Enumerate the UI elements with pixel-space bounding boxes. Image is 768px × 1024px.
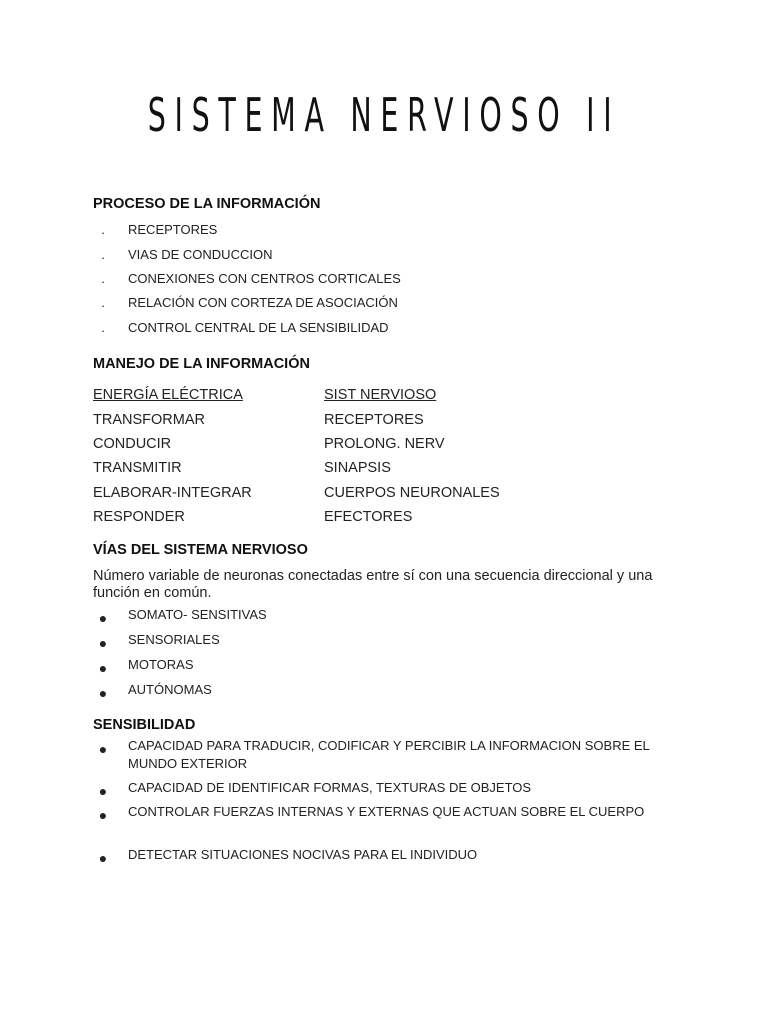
list-item: ● AUTÓNOMAS (98, 682, 212, 701)
list-item: . CONEXIONES CON CENTROS CORTICALES (93, 270, 683, 288)
list-item: . RELACIÓN CON CORTEZA DE ASOCIACIÓN (93, 294, 683, 312)
bullet-point: ● (98, 685, 108, 701)
list-item: ● CAPACIDAD PARA TRADUCIR, CODIFICAR Y PERCIBIR LA INFORMACION SOBRE EL MUNDO EXTERIOR (98, 738, 650, 771)
table-row: TRANSFORMAR RECEPTORES (93, 412, 424, 428)
bullet-point: ● (98, 635, 108, 651)
column-header-left: ENERGÍA ELÉCTRICA (93, 387, 243, 403)
bullet-point: ● (98, 783, 108, 799)
table-header-row (93, 387, 693, 407)
list-item: . RECEPTORES (93, 221, 683, 239)
page-title: SISTEMA NERVIOSO II (147, 88, 621, 142)
bullet-point: . (101, 320, 105, 335)
list-item: ● CONTROLAR FUERZAS INTERNAS Y EXTERNAS QUE ACTUAN SOBRE EL CUERPO (98, 804, 645, 823)
table-row: RESPONDER EFECTORES (93, 509, 413, 525)
list-item: ● SOMATO- SENSITIVAS (98, 607, 267, 626)
list-item: . CONTROL CENTRAL DE LA SENSIBILIDAD (93, 319, 683, 337)
list-item: . VIAS DE CONDUCCION (93, 246, 683, 264)
list-item: ● SENSORIALES (98, 632, 220, 651)
section-heading-manejo: MANEJO DE LA INFORMACIÓN (93, 356, 310, 372)
table-row: TRANSMITIR SINAPSIS (93, 460, 391, 476)
bullet-point: . (101, 295, 105, 310)
list-item: ● CAPACIDAD DE IDENTIFICAR FORMAS, TEXTURAS DE OBJETOS (98, 780, 532, 799)
table-row: CONDUCIR PROLONG. NERV (93, 436, 445, 452)
section-heading-proceso: PROCESO DE LA INFORMACIÓN (93, 196, 321, 212)
list-item: ● DETECTAR SITUACIONES NOCIVAS PARA EL INDIVIDUO (98, 847, 478, 866)
list-item: ● MOTORAS (98, 657, 194, 676)
bullet-point: ● (98, 850, 108, 866)
bullet-point: . (101, 247, 105, 262)
bullet-point: . (101, 271, 105, 286)
column-header-right: SIST NERVIOSO (324, 387, 437, 403)
bullet-point: ● (98, 660, 108, 676)
bullet-point: ● (98, 610, 108, 626)
section-heading-vias: VÍAS DEL SISTEMA NERVIOSO (93, 542, 308, 558)
bullet-point: ● (98, 741, 108, 757)
section-paragraph: Número variable de neuronas conectadas entre sí con una secuencia direccional y una función en común. (93, 568, 653, 601)
section-heading-sensibilidad: SENSIBILIDAD (93, 717, 196, 733)
bullet-point: . (101, 222, 105, 237)
table-row: ELABORAR-INTEGRAR CUERPOS NEURONALES (93, 485, 500, 501)
bullet-point: ● (98, 807, 108, 823)
